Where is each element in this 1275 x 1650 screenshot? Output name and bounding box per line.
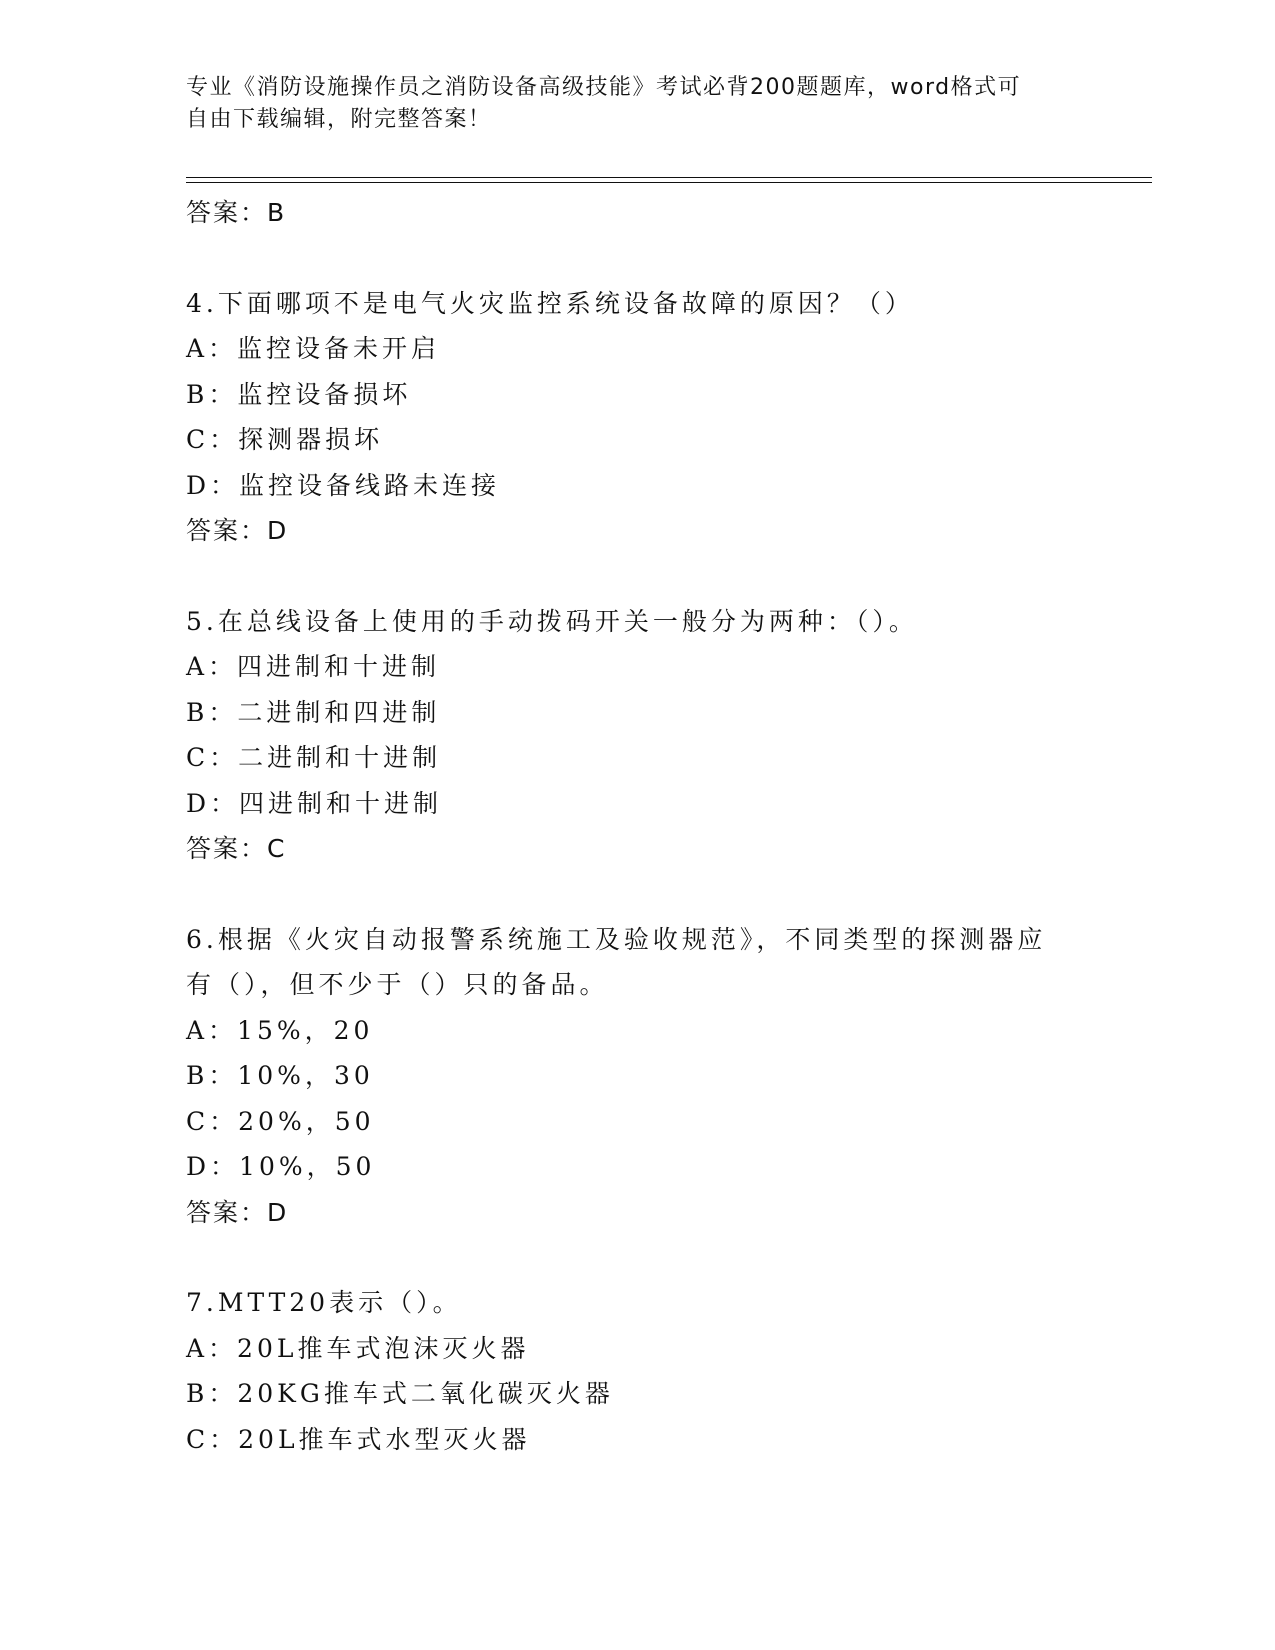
option-c: C：20L推车式水型灭火器 [186,1424,531,1454]
document-header [186,72,1066,136]
spacer [186,1235,1086,1280]
option-a: A：监控设备未开启 [186,334,441,363]
spacer [186,554,1086,599]
option-a: A：15%，20 [186,1015,374,1045]
question-stem: 5.在总线设备上使用的手动拨码开关一般分为两种：（）。 [186,606,918,636]
option-d: D：四进制和十进制 [186,788,443,818]
option-b: B：监控设备损坏 [186,379,412,409]
option-b: B：10%，30 [186,1061,374,1090]
previous-answer: 答案：B [186,198,287,227]
option-b: B：二进制和四进制 [186,697,441,727]
option-d: D：10%，50 [186,1152,376,1181]
answer: 答案：D [186,1197,289,1227]
header-divider-bottom [186,182,1152,183]
header-line-1: 专业《消防设施操作员之消防设备高级技能》考试必背200题题库，word格式可 [186,75,1022,100]
spacer [186,236,1086,281]
option-d: D：监控设备线路未连接 [186,470,501,500]
header-line-2: 自由下载编辑，附完整答案！ [186,107,492,132]
header-divider-top [186,177,1152,178]
option-c: C：20%，50 [186,1106,375,1136]
question-5 [186,599,1086,872]
answer: 答案：C [186,834,287,863]
option-c: C：探测器损坏 [186,425,384,454]
option-b: B：20KG推车式二氧化碳灭火器 [186,1379,614,1408]
question-4 [186,281,1086,554]
spacer [186,872,1086,917]
question-stem-line-1: 6.根据《火灾自动报警系统施工及验收规范》，不同类型的探测器应 [186,924,1047,954]
question-7 [186,1280,1086,1462]
option-c: C：二进制和十进制 [186,743,442,772]
question-stem-line-2: 有（），但不少于（）只的备品。 [186,970,609,999]
question-list [186,190,1086,1462]
answer: 答案：D [186,516,289,545]
option-a: A：四进制和十进制 [186,652,441,681]
question-stem: 4.下面哪项不是电气火灾监控系统设备故障的原因？（） [186,288,914,318]
question-6 [186,917,1086,1236]
option-a: A：20L推车式泡沫灭火器 [186,1333,530,1363]
question-stem: 7.MTT20表示（）。 [186,1288,462,1317]
